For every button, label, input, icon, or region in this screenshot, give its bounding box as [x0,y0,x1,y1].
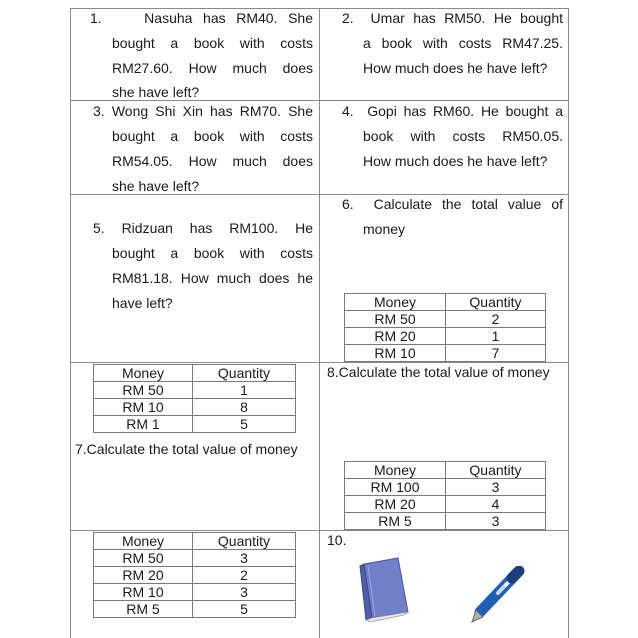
table-border-left [70,8,71,638]
table-row [94,567,296,584]
money-cell: RM 50 [345,311,446,328]
column-header: Quantity [446,294,546,311]
table-row [345,479,546,496]
question-line: book with costs RM50.05. [363,128,563,144]
table-border-middle [319,8,320,638]
question-2 [342,6,563,31]
table-row [345,328,546,345]
money-cell: RM 20 [345,328,446,345]
column-header: Money [345,462,446,479]
row-divider [70,362,569,363]
question-line: Umar has RM50. He bought [370,10,563,26]
question-number: 1. [90,10,102,26]
question-6-body [363,217,563,242]
pen-icon [468,566,526,624]
question-number: 3. [93,103,105,119]
column-header: Quantity [193,533,296,550]
money-cell: RM 50 [94,382,193,399]
question-line: RM81.18. How much does he [112,270,313,286]
question-6 [342,192,563,217]
question-line: How much does he have left? [363,153,548,169]
quantity-cell: 4 [446,496,546,513]
table-header-row [345,294,546,311]
table-row [94,550,296,567]
question-3 [93,99,313,124]
question-line: Wong Shi Xin has RM70. She [111,103,314,119]
table-header-row [94,365,296,382]
money-cell: RM 1 [94,416,193,433]
money-cell: RM 20 [94,567,193,584]
quantity-cell: 3 [193,550,296,567]
question-number: 2. [342,10,354,26]
quantity-cell: 3 [193,584,296,601]
question-10-number: 10. [327,532,347,548]
question-line: she have left? [112,178,200,194]
money-cell: RM 100 [345,479,446,496]
table-row [94,416,296,433]
question-line: Gopi has RM60. He bought a [367,103,563,119]
question-1-body [112,31,313,103]
quantity-cell: 5 [193,416,296,433]
question-8-text: 8.Calculate the total value of money [327,364,550,380]
question-line: How much does he have left? [363,60,548,76]
question-line: Ridzuan has RM100. He [121,220,314,236]
table-row [94,584,296,601]
money-cell: RM 20 [345,496,446,513]
question-line: have left? [112,295,173,311]
table-row [345,345,546,362]
table-row [94,382,296,399]
money-cell: RM 10 [94,584,193,601]
quantity-cell: 1 [446,328,546,345]
table-row [94,399,296,416]
column-header: Money [94,365,193,382]
question-3-body [112,124,313,199]
quantity-cell: 5 [193,601,296,618]
table-row [345,513,546,530]
question-line: bought a book with costs [112,128,313,144]
question-number: 5. [93,220,105,236]
quantity-cell: 1 [193,382,296,399]
money-cell: RM 50 [94,550,193,567]
question-line: Calculate the total value of [373,196,564,212]
quantity-cell: 2 [193,567,296,584]
money-table-q8 [344,461,546,530]
money-cell: RM 5 [345,513,446,530]
question-5 [93,216,313,241]
question-line: a book with costs RM47.25. [363,35,563,51]
table-row [345,311,546,328]
table-row [345,496,546,513]
question-5-body [112,241,313,316]
question-7-text: 7.Calculate the total value of money [75,441,298,457]
column-header: Quantity [446,462,546,479]
question-line: RM54.05. How much does [112,153,313,169]
question-line: money [363,221,406,237]
table-header-row [94,533,296,550]
book-icon [358,556,412,622]
column-header: Money [345,294,446,311]
quantity-cell: 7 [446,345,546,362]
column-header: Quantity [193,365,296,382]
money-table-q9 [93,532,296,618]
question-line: RM27.60. How much does [112,60,313,76]
table-border-right [568,8,569,638]
row-divider [70,530,569,531]
question-4 [342,99,563,124]
question-number: 4. [342,103,354,119]
money-cell: RM 5 [94,601,193,618]
question-line: Nasuha has RM40. She [144,10,314,26]
question-number: 6. [342,196,354,212]
question-1 [90,6,313,31]
quantity-cell: 8 [193,399,296,416]
table-header-row [345,462,546,479]
question-line: bought a book with costs [112,245,313,261]
money-table-q7 [93,364,296,433]
money-cell: RM 10 [94,399,193,416]
quantity-cell: 3 [446,513,546,530]
question-4-body [363,124,563,174]
worksheet [70,8,569,638]
quantity-cell: 2 [446,311,546,328]
question-line: she have left? [112,84,200,100]
money-cell: RM 10 [345,345,446,362]
column-header: Money [94,533,193,550]
question-line: bought a book with costs [112,35,313,51]
table-row [94,601,296,618]
quantity-cell: 3 [446,479,546,496]
question-2-body [363,31,563,81]
money-table-q6 [344,293,546,362]
